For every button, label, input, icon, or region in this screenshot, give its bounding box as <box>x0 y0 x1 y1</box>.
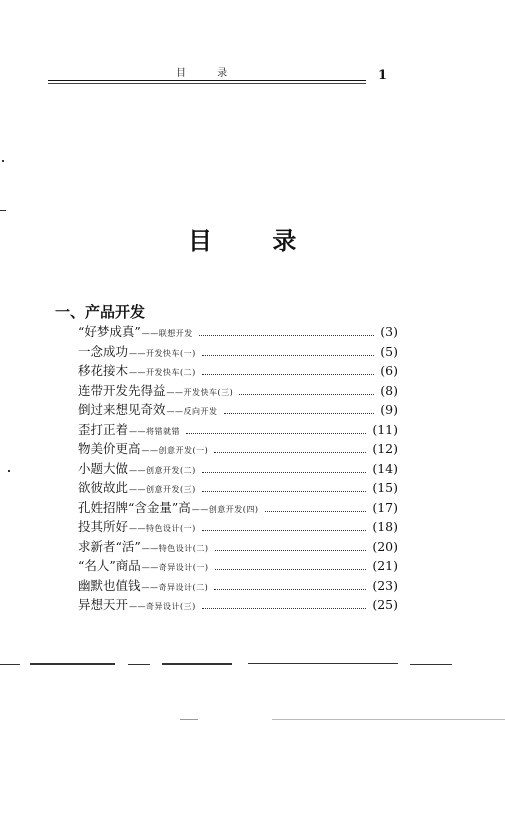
toc-list <box>78 322 398 615</box>
dot-leader <box>224 413 375 414</box>
entry-page: (23) <box>372 577 398 593</box>
entry-title: 物美价更高 <box>78 441 141 456</box>
toc-entry[interactable] <box>78 400 398 420</box>
entry-title: 移花接木 <box>78 363 129 378</box>
entry-page: (21) <box>372 558 398 573</box>
page-number: 1 <box>378 68 388 83</box>
entry-title: “名人”商品 <box>78 558 141 573</box>
entry-subtitle: ——创意开发(一) <box>141 446 209 455</box>
dot-leader <box>214 589 366 590</box>
entry-title: 幽默也值钱 <box>78 577 141 593</box>
toc-entry[interactable] <box>78 381 398 401</box>
toc-entry[interactable] <box>78 420 398 440</box>
footer-line-segment <box>410 664 452 665</box>
toc-entry[interactable] <box>78 537 398 557</box>
entry-title: 异想天开 <box>78 597 129 612</box>
toc-entry[interactable] <box>78 595 398 615</box>
toc-entry[interactable] <box>78 517 398 537</box>
entry-title: 欲彼故此 <box>78 480 129 495</box>
toc-entry[interactable] <box>78 439 398 459</box>
dot-leader <box>214 452 366 453</box>
entry-title: 求新者“活” <box>78 538 141 554</box>
entry-subtitle: ——反向开发 <box>166 407 218 416</box>
entry-page: (15) <box>372 480 398 495</box>
entry-title: 歪打正着 <box>78 421 129 437</box>
entry-page: (12) <box>372 441 398 456</box>
entry-subtitle: ——创意开发(三) <box>129 485 196 494</box>
entry-page: (8) <box>380 382 398 398</box>
entry-subtitle: ——创意开发(二) <box>129 465 196 475</box>
dot-leader <box>202 608 367 609</box>
entry-page: (9) <box>380 402 398 417</box>
dot-leader <box>202 355 375 356</box>
footer-line-segment <box>0 664 20 665</box>
toc-entry[interactable] <box>78 576 398 596</box>
dot-leader <box>215 569 367 570</box>
entry-subtitle: ——开发快车(二) <box>129 368 196 377</box>
header-rule <box>48 80 366 81</box>
footer-line-segment <box>30 663 115 665</box>
entry-subtitle: ——奇异设计(一) <box>141 563 209 572</box>
entry-title: 一念成功 <box>78 343 129 359</box>
dot-leader <box>265 511 367 512</box>
entry-page: (14) <box>372 460 398 476</box>
entry-page: (11) <box>372 421 398 437</box>
toc-entry[interactable] <box>78 361 398 381</box>
entry-page: (5) <box>380 343 398 359</box>
dot-leader <box>199 335 375 336</box>
entry-subtitle: ——创意开发(四) <box>191 504 259 514</box>
footer-line-segment <box>180 719 198 720</box>
dot-leader <box>202 472 367 473</box>
entry-title: 孔姓招牌“含金量”高 <box>78 499 191 515</box>
scan-speck <box>8 470 10 472</box>
dot-leader <box>202 374 375 375</box>
dot-leader <box>202 530 367 531</box>
entry-title: 小题大做 <box>78 460 129 476</box>
section-heading: 一、产品开发 <box>55 303 146 321</box>
entry-subtitle: ——开发快车(三) <box>166 387 234 397</box>
header-rule-thin <box>48 83 366 84</box>
entry-title: “好梦成真” <box>78 324 141 339</box>
dot-leader <box>215 550 367 551</box>
footer-line-segment <box>162 663 232 665</box>
scan-speck <box>0 210 6 211</box>
entry-subtitle: ——奇异设计(三) <box>129 602 196 611</box>
entry-page: (17) <box>372 499 398 515</box>
entry-page: (20) <box>372 538 398 554</box>
toc-entry[interactable] <box>78 478 398 498</box>
toc-entry[interactable] <box>78 459 398 479</box>
entry-subtitle: ——特色设计(一) <box>129 524 196 533</box>
toc-entry[interactable] <box>78 498 398 518</box>
entry-title: 连带开发先得益 <box>78 382 166 398</box>
toc-entry[interactable] <box>78 342 398 362</box>
entry-title: 投其所好 <box>78 519 129 534</box>
footer-line-segment <box>272 719 505 720</box>
entry-title: 倒过来想见奇效 <box>78 402 166 417</box>
entry-subtitle: ——联想开发 <box>141 329 193 338</box>
page-title: 目 录 <box>188 226 323 255</box>
entry-page: (3) <box>380 324 398 339</box>
scan-speck <box>2 160 4 162</box>
entry-subtitle: ——特色设计(二) <box>141 543 209 553</box>
toc-entry[interactable] <box>78 322 398 342</box>
entry-page: (6) <box>380 363 398 378</box>
entry-page: (18) <box>372 519 398 534</box>
entry-subtitle: ——开发快车(一) <box>129 348 196 358</box>
entry-subtitle: ——将错就错 <box>129 426 181 436</box>
footer-line-segment <box>128 664 150 665</box>
dot-leader <box>186 433 366 434</box>
dot-leader <box>239 394 374 395</box>
dot-leader <box>202 491 367 492</box>
entry-page: (25) <box>372 597 398 612</box>
entry-subtitle: ——奇异设计(二) <box>141 582 209 592</box>
footer-line-segment <box>248 663 398 664</box>
running-header: 目 录 <box>176 68 242 79</box>
toc-entry[interactable] <box>78 556 398 576</box>
